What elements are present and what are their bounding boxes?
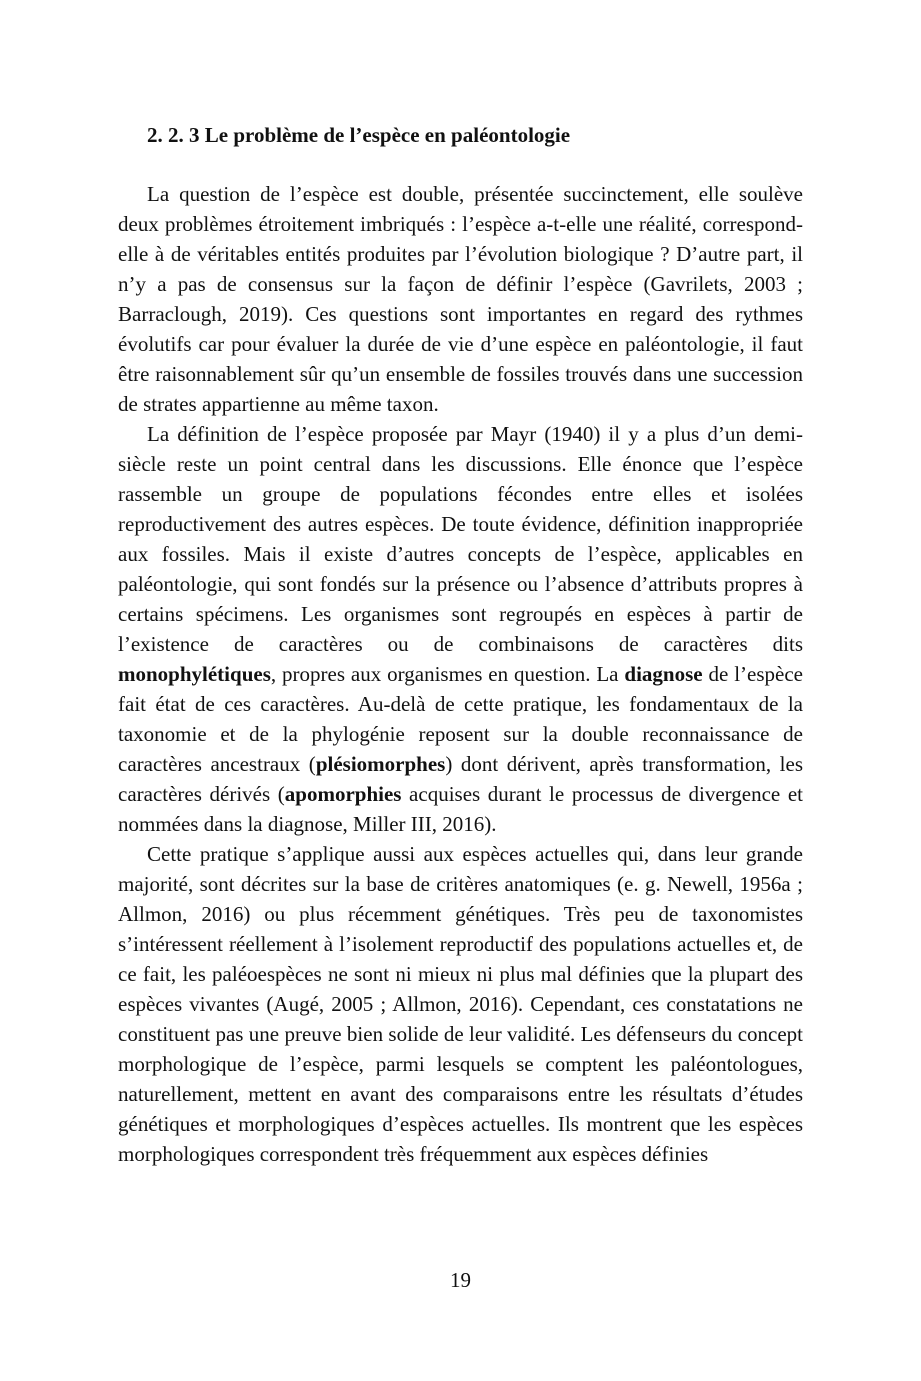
text-segment: de l’espèce fait état de ces caractères. Au-delà de cette pratique, les fondamentaux de la taxonomie et de la phylogénie reposent sur la double reconnaissance de caractères ancestraux ( — [118, 662, 804, 776]
text-segment: La définition de l’espèce proposée par Mayr (1940) il y a plus d’un demi-siècle reste un point central dans les discussions. Elle énonce que l’espèce rassemble un groupe de populations fécondes entre elles et isolées reproductivement des autres espèces. De toute évidence, définition inappropriée aux fossiles. Mais il existe d’autres concepts de l’espèce, applicables en paléontologie, qui sont fondés sur la présence ou l’absence d’attributs propres à certains spécimens. Les organismes sont regroupés en espèces à partir de l’existence de caractères ou de combinaisons de caractères dits — [118, 422, 803, 656]
term-plesiomorphes: plésiomorphes — [315, 752, 446, 776]
body-text — [118, 179, 803, 1169]
paragraph-mayr-definition — [118, 419, 803, 839]
term-monophyletiques: monophylétiques — [118, 662, 271, 686]
page-number: 19 — [450, 1268, 471, 1292]
paragraph-current-species: Cette pratique s’applique aussi aux espèces actuelles qui, dans leur grande majorité, sont décrites sur la base de critères anatomiques (e. g. Newell, 1956a ; Allmon, 2016) ou plus récemment génétiques. Très peu de taxonomistes s’intéressent réellement à l’isolement reproductif des populations actuelles et, de ce fait, les paléoespèces ne sont ni mieux ni plus mal définies que la plupart des espèces vivantes (Augé, 2005 ; Allmon, 2016). Cependant, ces constatations ne constituent pas une preuve bien solide de leur validité. Les défenseurs du concept morphologique de l’espèce, parmi lesquels se comptent les paléontologues, naturellement, mettent en avant des comparaisons entre les résultats d’études génétiques et morphologiques d’espèces actuelles. Ils montrent que les espèces morphologiques correspondent très fréquemment aux espèces définies — [118, 842, 803, 1166]
section-heading: 2. 2. 3 Le problème de l’espèce en paléontologie — [147, 123, 571, 147]
text-segment: , propres aux organismes en question. La — [270, 662, 625, 686]
text-segment: ) dont dérivent, après transformation, les caractères dérivés ( — [118, 752, 803, 806]
term-apomorphies: apomorphies — [284, 782, 402, 806]
paragraph-species-question: La question de l’espèce est double, présentée succinctement, elle soulève deux problèmes étroitement imbriqués : l’espèce a-t-elle une réalité, correspond-elle à de véritables entités produites par l’évolution biologique ? D’autre part, il n’y a pas de consensus sur la façon de définir l’espèce (Gavrilets, 2003 ; Barraclough, 2019). Ces questions sont importantes en regard des rythmes évolutifs car pour évaluer la durée de vie d’une espèce en paléontologie, il faut être raisonnablement sûr qu’un ensemble de fossiles trouvés dans une succession de strates appartienne au même taxon. — [118, 182, 803, 416]
term-diagnose: diagnose — [624, 662, 703, 686]
text-segment: acquises durant le processus de divergence et nommées dans la diagnose, Miller III, 2016). — [118, 782, 803, 836]
